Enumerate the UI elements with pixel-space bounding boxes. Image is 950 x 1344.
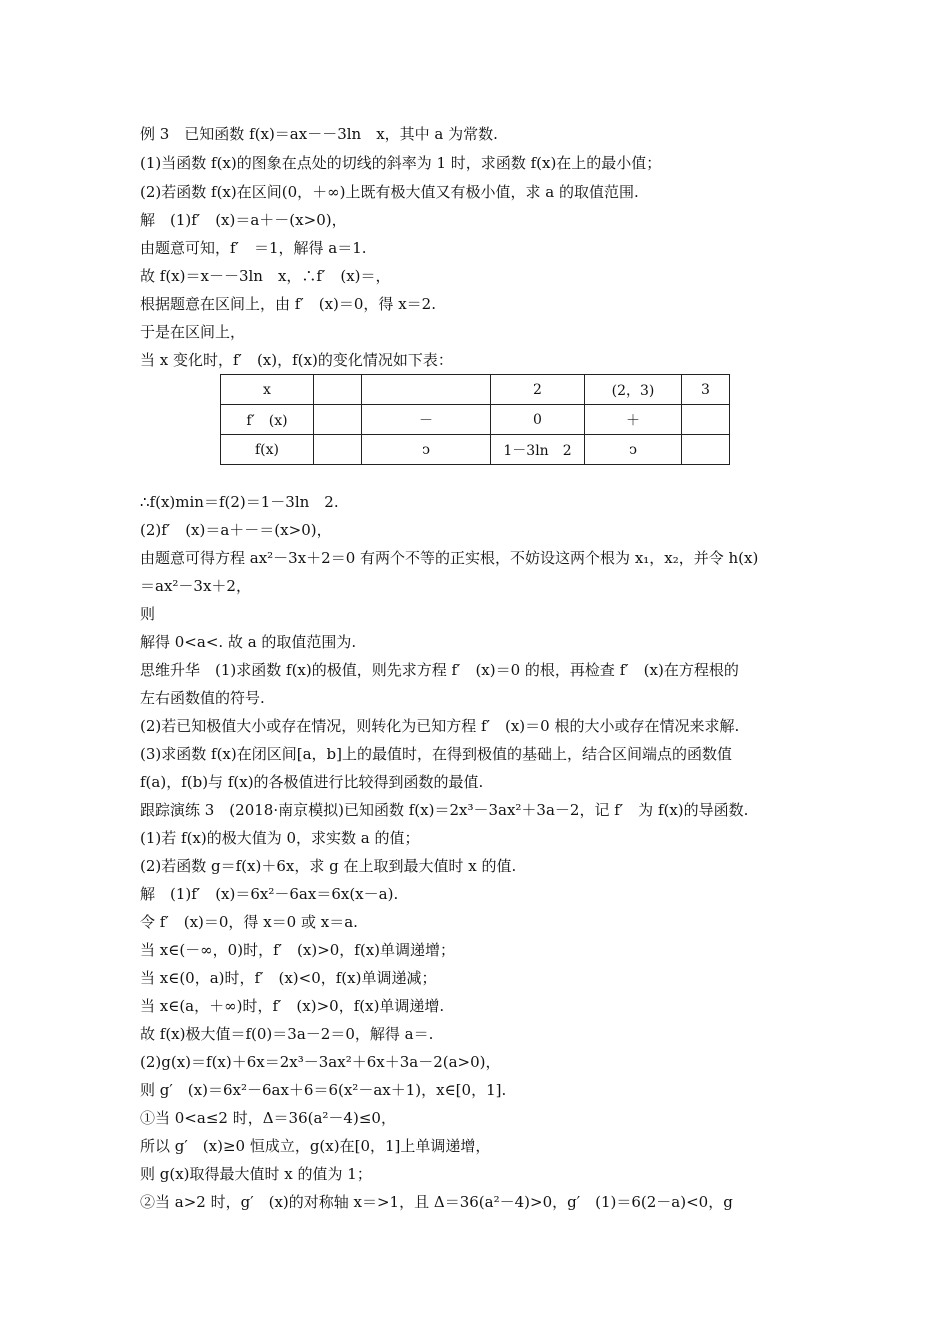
table-cell (362, 375, 491, 405)
table-cell: 2 (491, 375, 585, 405)
summary-line: 左右函数值的符号. (140, 689, 265, 707)
solution-line: 则 g′ (x)＝6x²－6ax＋6＝6(x²－ax＋1)，x∈[0，1]. (140, 1081, 507, 1099)
solution-line: 当 x∈(a，＋∞)时，f′ (x)>0，f(x)单调递增. (140, 997, 445, 1015)
table-cell (314, 405, 362, 435)
table-row (221, 375, 730, 405)
table-cell: 0 (491, 405, 585, 435)
table-cell: － (362, 405, 491, 435)
solution-line: (2)g(x)＝f(x)＋6x＝2x³－3ax²＋6x＋3a－2(a>0)， (140, 1053, 501, 1071)
summary-line: f(a)，f(b)与 f(x)的各极值进行比较得到函数的最值. (140, 773, 484, 791)
solution-line: ②当 a>2 时，g′ (x)的对称轴 x＝>1，且 Δ＝36(a²－4)>0，g′ (1)＝6(2－a)<0，g (140, 1193, 733, 1211)
solution-line: 当 x∈(－∞，0)时，f′ (x)>0，f(x)单调递增； (140, 941, 456, 959)
solution-line: 则 (140, 605, 156, 623)
table-cell: f(x) (221, 435, 314, 465)
solution-line: 根据题意在区间上，由 f′ (x)＝0，得 x＝2. (140, 295, 436, 313)
table-cell: 3 (682, 375, 730, 405)
table-cell (314, 375, 362, 405)
solution-line: 于是在区间上， (140, 323, 246, 341)
table-cell (682, 405, 730, 435)
solution-line: ＝ax²－3x＋2， (140, 577, 251, 595)
exercise-line: (1)若 f(x)的极大值为 0，求实数 a 的值； (140, 829, 420, 847)
exercise-line: (2)若函数 g＝f(x)＋6x，求 g 在上取到最大值时 x 的值. (140, 857, 517, 875)
solution-line: 令 f′ (x)＝0，得 x＝0 或 x＝a. (140, 913, 358, 931)
table-cell: x (221, 375, 314, 405)
solution-line: 当 x∈(0，a)时，f′ (x)<0，f(x)单调递减； (140, 969, 437, 987)
solution-line: ∴f(x)min＝f(2)＝1－3ln 2. (140, 493, 339, 511)
summary-line: (3)求函数 f(x)在闭区间[a，b]上的最值时，在得到极值的基础上，结合区间端点的函数值 (140, 745, 732, 763)
table-cell (682, 435, 730, 465)
solution-line: 则 g(x)取得最大值时 x 的值为 1； (140, 1165, 372, 1183)
variation-table (220, 374, 730, 465)
table-cell: ＋ (585, 405, 682, 435)
solution-line: 解得 0<a<. 故 a 的取值范围为. (140, 633, 357, 651)
solution-line: 解 (1)f′ (x)＝a＋－(x>0)， (140, 211, 347, 229)
solution-line: 当 x 变化时，f′ (x)，f(x)的变化情况如下表： (140, 351, 453, 369)
table-cell: (2，3) (585, 375, 682, 405)
table-cell: ↄ (585, 435, 682, 465)
solution-line: 故 f(x)极大值＝f(0)＝3a－2＝0，解得 a＝. (140, 1025, 434, 1043)
solution-line: (2)f′ (x)＝a＋－＝(x>0)， (140, 521, 332, 539)
table-cell: ↄ (362, 435, 491, 465)
table-cell: f′ (x) (221, 405, 314, 435)
summary-line: 思维升华 (1)求函数 f(x)的极值，则先求方程 f′ (x)＝0 的根，再检查 f′ (x)在方程根的 (140, 661, 739, 679)
summary-line: (2)若已知极值大小或存在情况，则转化为已知方程 f′ (x)＝0 根的大小或存在情况来求解. (140, 717, 740, 735)
question-2: (2)若函数 f(x)在区间(0，＋∞)上既有极大值又有极小值，求 a 的取值范围. (140, 183, 639, 201)
example-title: 例 3 已知函数 f(x)＝ax－－3ln x，其中 a 为常数. (140, 125, 498, 143)
solution-line: 故 f(x)＝x－－3ln x，∴f′ (x)＝， (140, 267, 391, 285)
table-row (221, 405, 730, 435)
exercise-title: 跟踪演练 3 (2018·南京模拟)已知函数 f(x)＝2x³－3ax²＋3a－2，记 f′ 为 f(x)的导函数. (140, 801, 749, 819)
solution-line: 由题意可知，f′ ＝1，解得 a＝1. (140, 239, 367, 257)
solution-line: ①当 0<a≤2 时，Δ＝36(a²－4)≤0， (140, 1109, 396, 1127)
table-cell (314, 435, 362, 465)
table-row (221, 435, 730, 465)
question-1: (1)当函数 f(x)的图象在点处的切线的斜率为 1 时，求函数 f(x)在上的最小值； (140, 154, 662, 172)
table-cell: 1－3ln 2 (491, 435, 585, 465)
solution-line: 解 (1)f′ (x)＝6x²－6ax＝6x(x－a). (140, 885, 399, 903)
solution-line: 所以 g′ (x)≥0 恒成立，g(x)在[0，1]上单调递增， (140, 1137, 491, 1155)
solution-line: 由题意可得方程 ax²－3x＋2＝0 有两个不等的正实根，不妨设这两个根为 x₁，x₂，并令 h(x) (140, 549, 759, 567)
